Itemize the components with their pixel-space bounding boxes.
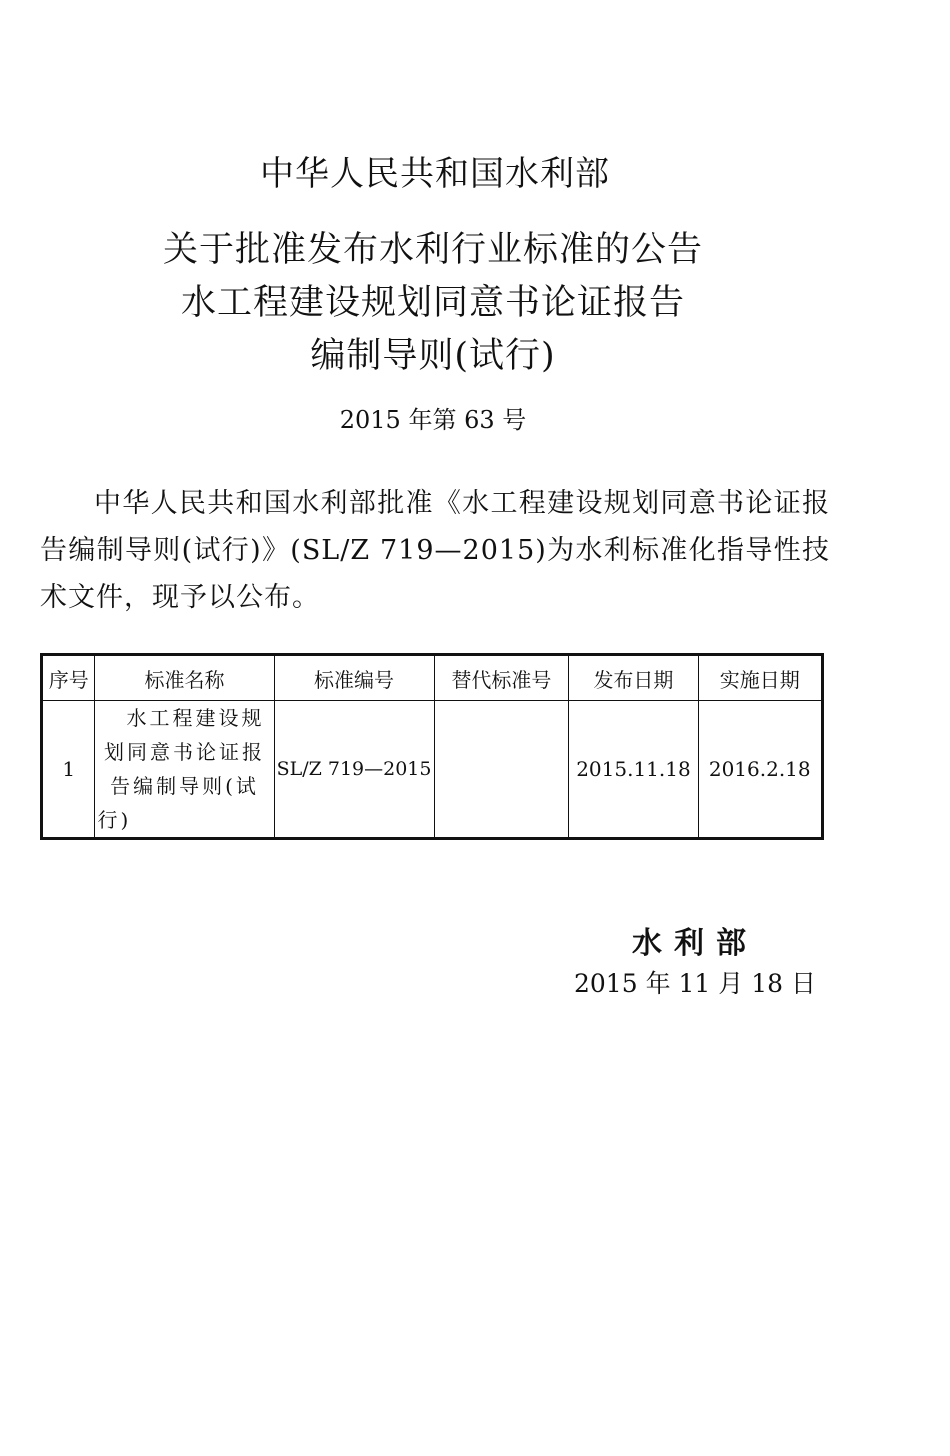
ministry-name: 中华人民共和国水利部 xyxy=(260,154,610,194)
header-replaced-standard: 替代标准号 xyxy=(434,655,569,701)
cell-publish-date: 2015.11.18 xyxy=(569,701,698,839)
title-line-1: 关于批准发布水利行业标准的公告 xyxy=(162,230,703,270)
signing-authority: 水利部 xyxy=(632,926,758,961)
table-row xyxy=(42,701,823,839)
title-line-2: 水工程建设规划同意书论证报告 xyxy=(180,283,685,323)
header-standard-name: 标准名称 xyxy=(95,655,274,701)
cell-effective-date: 2016.2.18 xyxy=(698,701,823,839)
header-publish-date: 发布日期 xyxy=(569,655,698,701)
announcement-paragraph: 中华人民共和国水利部批准《水工程建设规划同意书论证报告编制导则(试行)》(SL/Z 719—2015)为水利标准化指导性技术文件，现予以公布。 xyxy=(40,488,830,613)
cell-replaced-standard xyxy=(434,701,569,839)
cell-standard-name: 水工程建设规划同意书论证报告编制导则(试行) xyxy=(95,701,274,839)
document-number: 2015 年第 63 号 xyxy=(339,406,527,434)
header-standard-code: 标准编号 xyxy=(274,655,434,701)
standards-table xyxy=(40,653,824,840)
header-effective-date: 实施日期 xyxy=(698,655,823,701)
table-header-row xyxy=(42,655,823,701)
cell-serial-number: 1 xyxy=(42,701,95,839)
cell-standard-code: SL/Z 719—2015 xyxy=(274,701,434,839)
signing-date: 2015 年 11 月 18 日 xyxy=(574,969,816,998)
header-serial-number: 序号 xyxy=(42,655,95,701)
title-line-3: 编制导则(试行) xyxy=(310,336,556,376)
